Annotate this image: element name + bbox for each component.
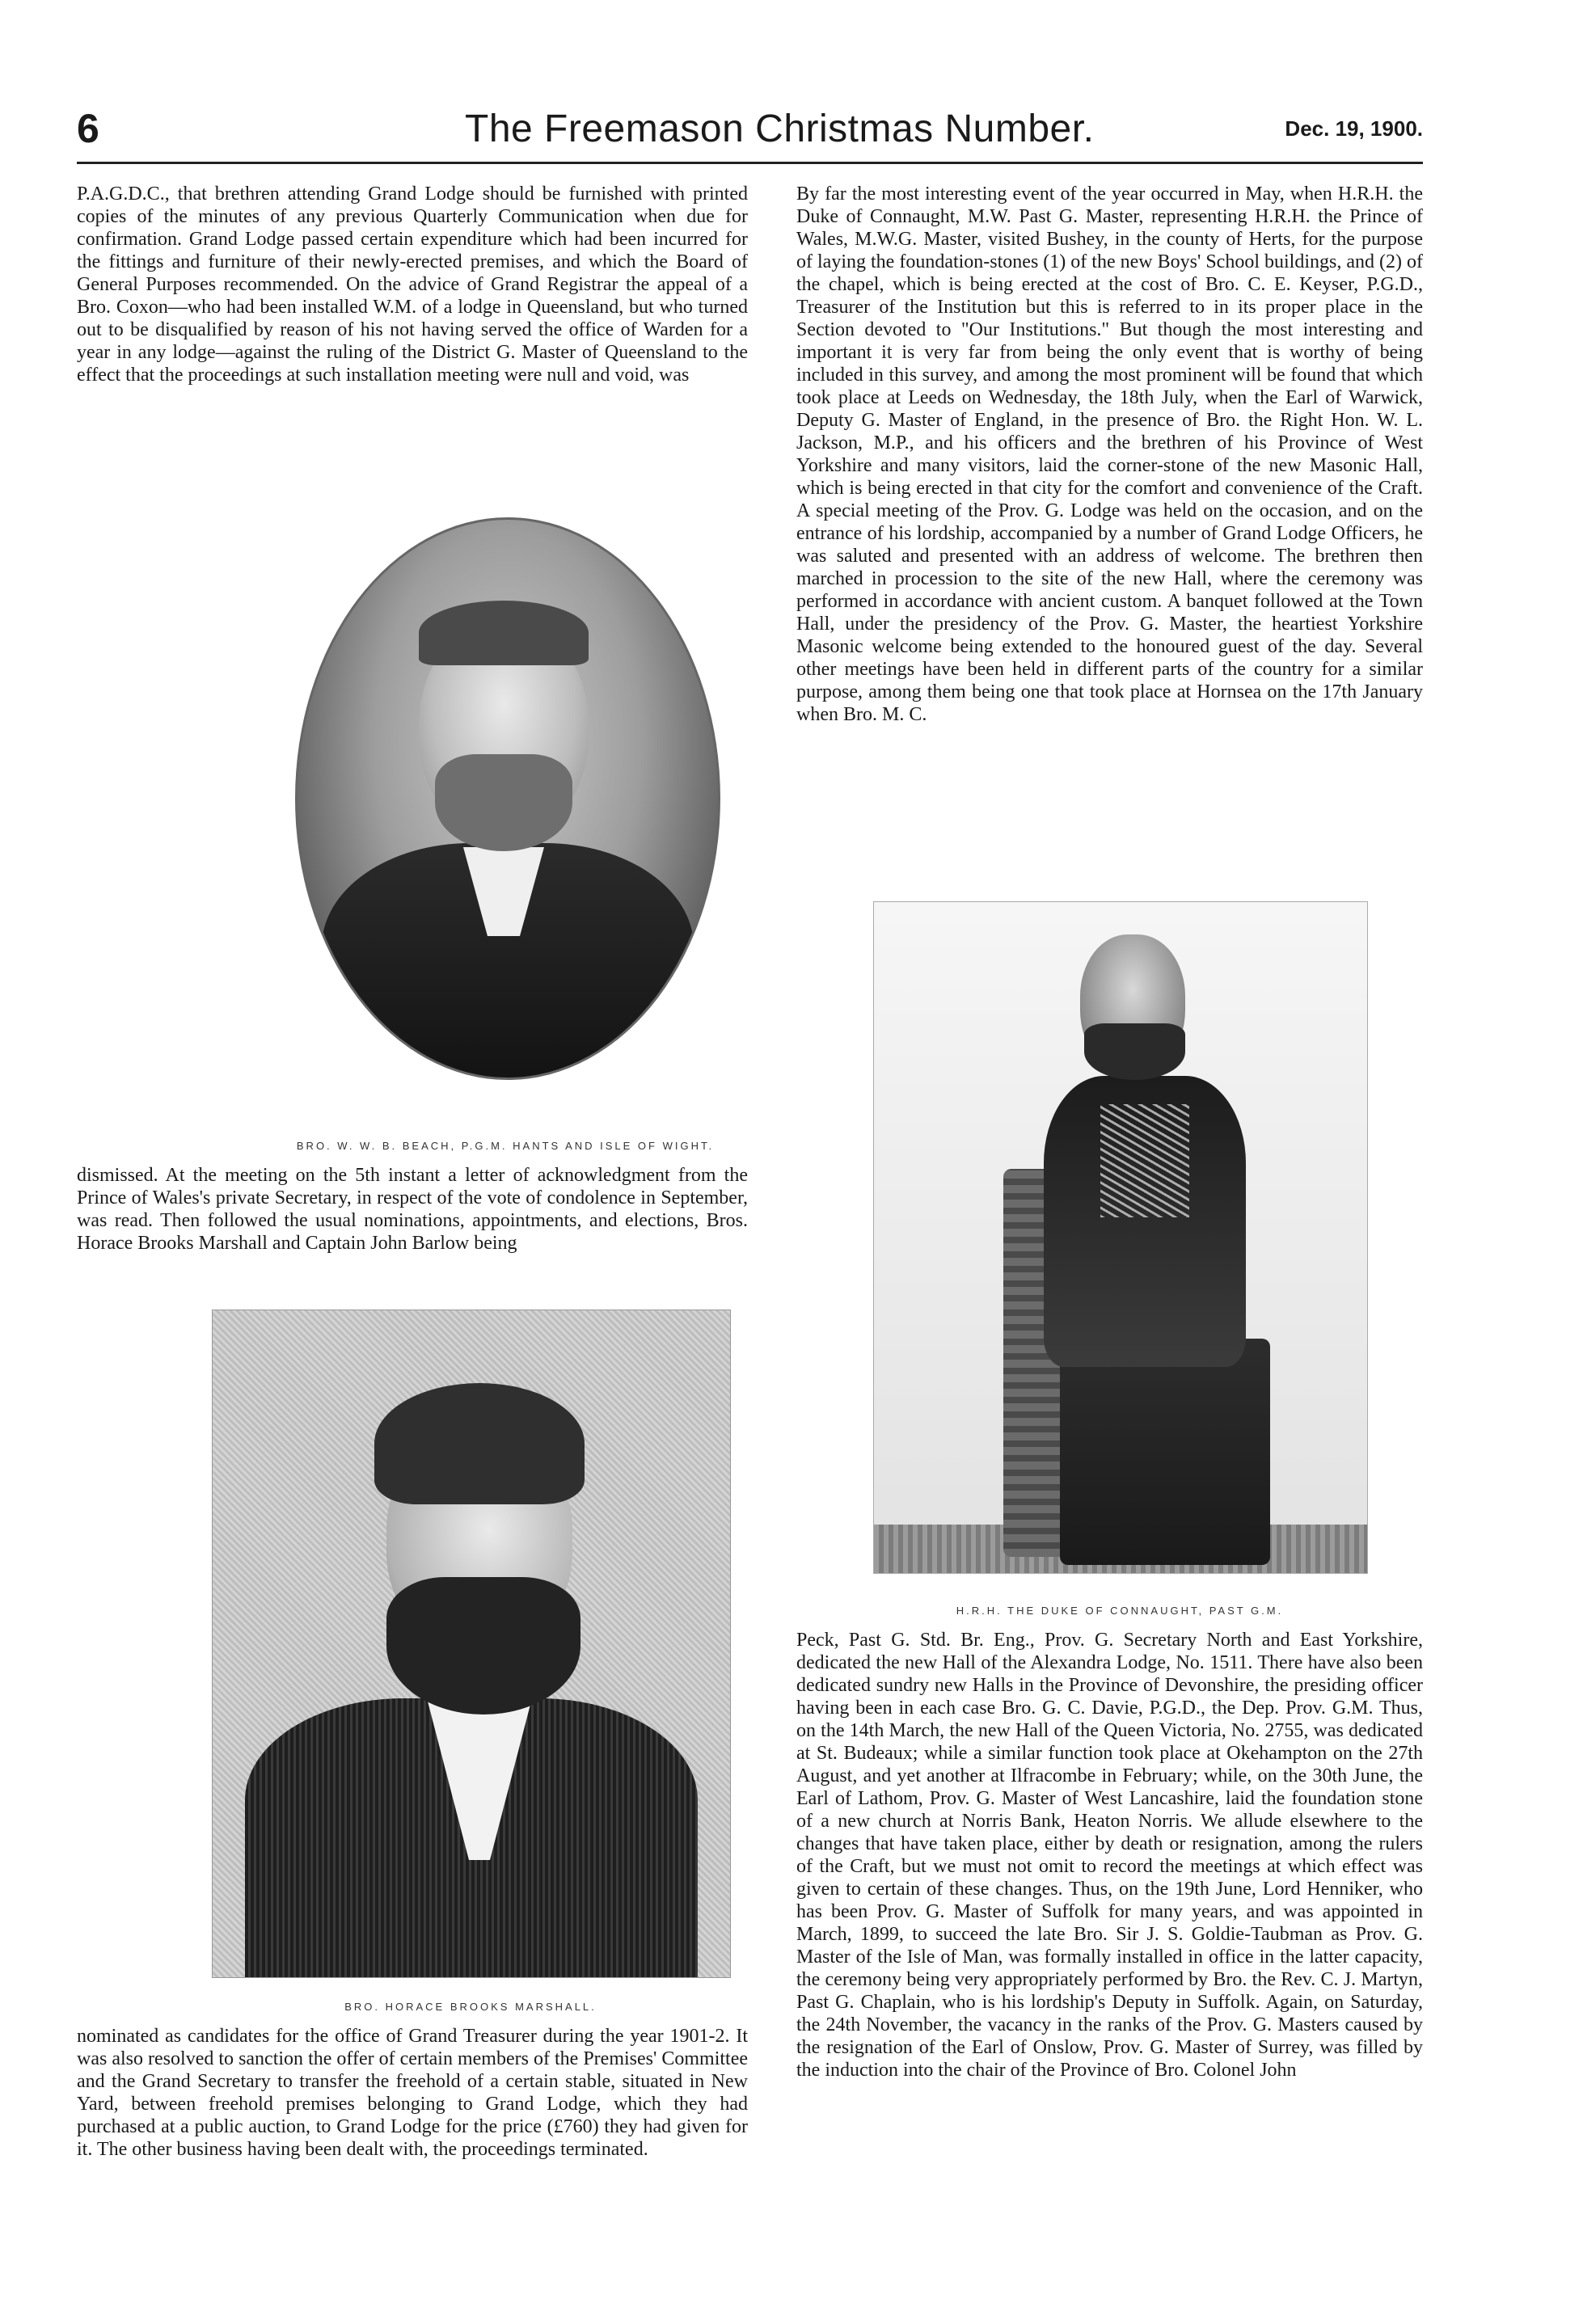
connaught-portrait-braid: [1100, 1104, 1189, 1217]
beach-portrait-beard: [435, 754, 572, 851]
page-header: [77, 106, 1423, 162]
left-column-bottom: [77, 2025, 748, 2161]
beach-caption: BRO. W. W. B. BEACH, P.G.M. HANTS AND ISLE OF WIGHT.: [296, 1140, 715, 1152]
left-column-top: [77, 183, 748, 386]
connaught-caption: H.R.H. THE DUKE OF CONNAUGHT, PAST G.M.: [956, 1605, 1284, 1617]
right-paragraph-1: By far the most interesting event of the year occurred in May, when H.R.H. the Duke of Connaught, M.W. Past G. Master, representing H.R.H. the Prince of Wales, M.W.G. Master, visited Bushey, in the county of Herts, for the purpose of laying the foundation-stones (1) of the new Boys' School buildings, and (2) of the chapel, which is being erected at the cost of Bro. C. E. Keyser, P.G.D., Treasurer of the Institution but this is referred to in its proper place in the Section devoted to "Our Institutions." But though the most interesting and important it is very far from being the only event that is worthy of being included in this survey, and among the most prominent will be found that which took place at Leeds on Wednesday, the 18th July, when the Earl of Warwick, Deputy G. Master of England, in the presence of Bro. the Right Hon. W. L. Jackson, M.P., and his officers and the brethren of his Province of West Yorkshire and many visitors, laid the corner-stone of the new Masonic Hall, which is being erected in that city for the comfort and convenience of the Craft. A special meeting of the Prov. G. Lodge was held on the occasion, and on the entrance of his lordship, accompanied by a number of Grand Lodge Officers, he was saluted and presented with an address of welcome. The brethren then marched in procession to the site of the new Hall, where the ceremony was performed in accordance with ancient custom. A banquet followed at the Town Hall, under the presidency of the Prov. G. Master, the heartiest Yorkshire Masonic welcome being extended to the honoured guest of the day. Several other meetings have been held in different parts of the country for a similar purpose, among them being one that took place at Hornsea on the 17th January when Bro. M. C.: [796, 183, 1423, 725]
beach-portrait: [295, 517, 720, 1080]
page-number: 6: [77, 106, 99, 151]
connaught-portrait: [873, 901, 1368, 1574]
marshall-portrait-hair: [374, 1383, 585, 1504]
marshall-portrait-beard: [386, 1577, 580, 1715]
left-paragraph-2: dismissed. At the meeting on the 5th instant a letter of acknowledgment from the Prince of Wales's private Secretary, in respect of the vote of condolence in September, was read. Then followed the usual nominations, appointments, and elections, Bros. Horace Brooks Marshall and Captain John Barlow being: [77, 1165, 748, 1254]
left-column-middle: [77, 1164, 748, 1255]
beach-portrait-hair: [419, 601, 589, 665]
masthead-title: The Freemason Christmas Number.: [465, 108, 1095, 150]
right-column-top: [796, 183, 1423, 726]
connaught-portrait-legs: [1060, 1339, 1270, 1565]
right-column-bottom: [796, 1629, 1423, 2081]
header-rule: [77, 162, 1423, 164]
marshall-caption: BRO. HORACE BROOKS MARSHALL.: [344, 2001, 597, 2013]
marshall-portrait: [212, 1310, 731, 1978]
right-paragraph-2: Peck, Past G. Std. Br. Eng., Prov. G. Secretary North and East Yorkshire, dedicated the new Hall of the Alexandra Lodge, No. 1511. There have also been dedicated sundry new Halls in the Province of Devonshire, the presiding officer having been in each case Bro. G. C. Davie, P.G.D., the Dep. Prov. G.M. Thus, on the 14th March, the new Hall of the Queen Victoria, No. 2755, was dedicated at St. Budeaux; while a similar function took place at Okehampton on the 27th August, and yet another at Ilfracombe in February; while, on the 30th June, the Earl of Lathom, Prov. G. Master of West Lancashire, laid the foundation stone of a new church at Norris Bank, Heaton Norris. We allude elsewhere to the changes that have taken place, either by death or resignation, among the rulers of the Craft, but we must not omit to record the meetings at which effect was given to certain of these changes. Thus, on the 19th June, Lord Henniker, who has been Prov. G. Master of Suffolk for many years, and was appointed in March, 1899, to succeed the late Bro. Sir J. S. Goldie-Taubman as Prov. G. Master of the Isle of Man, was formally installed in office in the latter capacity, the ceremony being very appropriately performed by Bro. the Rev. C. J. Martyn, Past G. Chaplain, who is his lordship's Deputy in Suffolk. Again, on Saturday, the 24th November, the vacancy in the ranks of the Prov. G. Masters caused by the resignation of the Earl of Onslow, Prov. G. Master of Surrey, was filled by the induction into the chair of the Province of Bro. Colonel John: [796, 1630, 1423, 2081]
left-paragraph-1: P.A.G.D.C., that brethren attending Grand Lodge should be furnished with printed copies of the minutes of any previous Quarterly Communication when due for confirmation. Grand Lodge passed certain expenditure which had been incurred for the fittings and furniture of their newly-erected premises, and which the Board of General Purposes recommended. On the advice of Grand Registrar the appeal of a Bro. Coxon—who had been installed W.M. of a lodge in Queensland, but who turned out to be disqualified by reason of his not having served the office of Warden for a year in any lodge—against the ruling of the District G. Master of Queensland to the effect that the proceedings at such installation meeting were null and void, was: [77, 183, 748, 386]
left-paragraph-3: nominated as candidates for the office of Grand Treasurer during the year 1901-2. It was also resolved to sanction the offer of certain members of the Premises' Committee and the Grand Secretary to transfer the freehold of a certain stable, situated in New Yard, between freehold premises belonging to Grand Lodge, which they had purchased at a public auction, to Grand Lodge for the price (£760) they had given for it. The other business having been dealt with, the proceedings terminated.: [77, 2026, 748, 2160]
connaught-portrait-beard: [1084, 1023, 1185, 1080]
issue-date: Dec. 19, 1900.: [1285, 116, 1423, 141]
